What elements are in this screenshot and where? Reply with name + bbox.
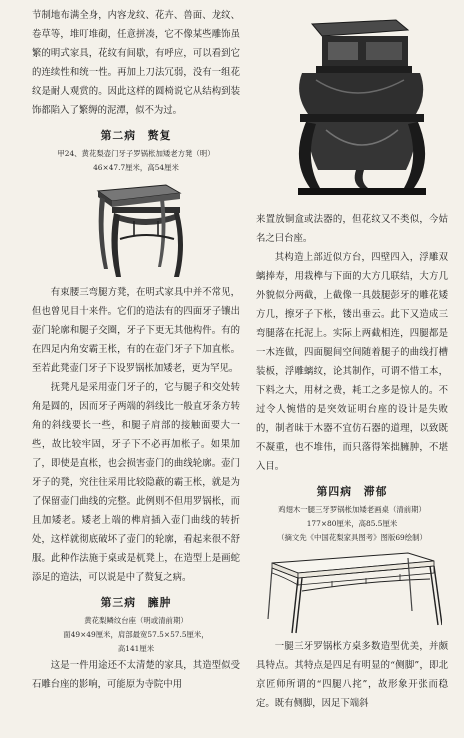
pedestal-dimensions-1: 面49×49厘米，肩部最宽57.5×57.5厘米， [63, 630, 209, 639]
pedestal-dimensions-2: 高141厘米 [117, 644, 155, 653]
right-paragraph-1: 其构造上部近似方台，四壁四入，浮雕双螭捧寿，用栽榫与下面的大方几联结，大方几外貌似分两截，上截像一具鼓腿彭牙的雕花矮方几，擦牙子下枨，镂出垂云。此下又造成三弯腿落在托泥上。实际上两截相连，四腿都是一木连做，四面腿间空间随着腿子的曲线打槽装板，浮雕螭纹，论其制作，可谓不惜工本，下料之大，用材之费，耗工之多是惊人的。不过令人惋惜的是突效证明台座的设计是失败的，制者昧于木器不宜仿石器的道理，以致既不凝重，也不堆伟，而只落得笨拙臃肿，不堪入目。 [256, 252, 448, 472]
section-2-title: 第二病 赘复 [100, 129, 172, 142]
right-column [256, 210, 448, 713]
right-opening-paragraph: 来置放铜盒或法器的，但花纹又不类似，今姑名之曰台座。 [256, 214, 448, 244]
section-3-paragraph-1: 这是一件用途还不太清楚的家具，其造型似受石雕台座的影响，可能原为寺院中用 [32, 660, 240, 690]
painting-table-source: （摘文先《中国花梨家具图考》图版69绘制） [277, 533, 427, 542]
left-column [32, 6, 240, 694]
figure-24-dimensions: 46×47.7厘米，高54厘米 [93, 163, 179, 172]
painting-table-line-drawing [262, 545, 442, 637]
section-3-title: 第三病 臃肿 [100, 596, 172, 609]
intro-paragraph: 节制地布满全身，内容龙纹、花卉、兽面、龙纹、卷草等，堆叮堆砌，任意拼凑，它不像某些雕饰虽繁的明式家具，花纹有间歇，有呼应，可以看到它的连续性和统一性。再加上刀法冗弱，没有一组花纹是耐人观赏的。因此这样的圆椅说它从结构到装饰都陷入了繁缛的泥潭，似不为过。 [32, 10, 240, 116]
painting-table-dimensions: 177×80厘米，高85.5厘米 [306, 519, 398, 528]
section-4-paragraph-1: 一腿三牙罗锅枨方桌多数造型优美，并颇具特点。其特点是四足有明显的“侧脚”，即北京匠师所谓的“四腿八挓”，故形象开张而稳定。既有侧脚，因足下端斜 [256, 641, 448, 709]
pedestal-caption: 黄花梨鳞纹台座（明或清前期） [84, 616, 188, 625]
carved-pedestal-photo [256, 10, 448, 206]
square-stool-illustration [88, 175, 184, 283]
painting-table-caption: 鸡翅木一腿三牙罗锅枨加矮老画桌（清前期） [278, 505, 426, 514]
section-2-paragraph-2: 抚凳凡是采用壶门牙子的，它与腿子和交处转角是圆的，因而牙子两端的斜线比一般直牙条方转角的斜线要长一些，和腿子肩部的接触面要大一些，故比较牢固，牙子下不必再加枨子。如果加了，即使是直枨，也会损害壶门的曲线轮廓。壶门牙子的凳，究往往采用比较隐蔽的霸王枨，就是为了保留壶门曲线的完整。此例则不但用罗锅枨，而且加矮老。矮老上端的榫肩插入壶门曲线的转折处，这样就彻底破坏了壶门的轮廓，看起来很不舒服。此种作法施于桌或是杌凳上，在造型上是画蛇添足的造法，可以说是中了赘复之病。 [32, 382, 240, 583]
section-4-title: 第四病 滞郁 [316, 485, 388, 498]
section-2-paragraph-1: 有束腰三弯腿方凳，在明式家具中并不常见，但也曾见目十来件。它们的造法有的四面牙子镶出壶门轮廓和腿子交圈，牙子下更无其他构件。有的在四足内角安霸王枨，有的在壶门牙子下加直枨。至若此凳壶门牙子下设罗锅枨加矮老，更为罕见。 [32, 287, 240, 374]
figure-24-caption: 甲24、黄花梨壶门牙子罗锅枨加矮老方凳（明） [57, 149, 215, 158]
